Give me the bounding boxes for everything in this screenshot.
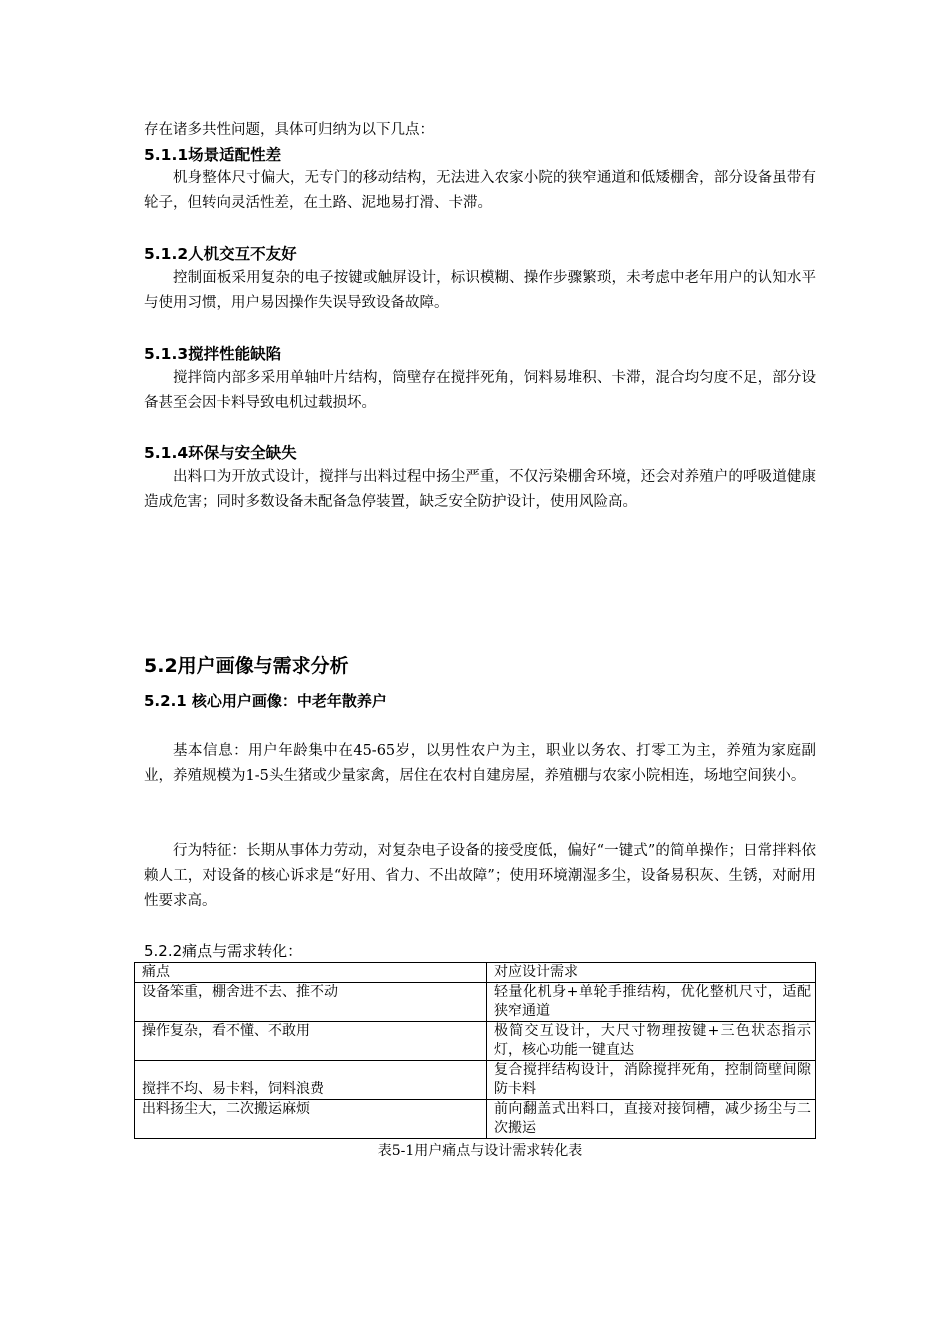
- table-header-cell: 痛点: [135, 963, 487, 983]
- paragraph-5-1-2: 控制面板采用复杂的电子按键或触屏设计，标识模糊、操作步骤繁琐，未考虑中老年用户的认知水平与使用习惯，用户易因操作失误导致设备故障。: [144, 270, 816, 311]
- heading-5-2: 5.2用户画像与需求分析: [144, 655, 349, 677]
- heading-5-1-3: 5.1.3搅拌性能缺陷: [144, 345, 282, 363]
- pain-point-table: [134, 962, 816, 1139]
- heading-5-2-2: 5.2.2痛点与需求转化：: [144, 942, 303, 960]
- table-cell: 前向翻盖式出料口，直接对接饲槽，减少扬尘与二次搬运: [487, 1100, 816, 1139]
- intro-line: 存在诸多共性问题，具体可归纳为以下几点：: [144, 122, 434, 138]
- table-row: [135, 983, 816, 1022]
- table-cell: 轻量化机身+单轮手推结构，优化整机尺寸，适配狭窄通道: [487, 983, 816, 1022]
- paragraph-behavior: 行为特征：长期从事体力劳动，对复杂电子设备的接受度低，偏好“一键式”的简单操作；日常拌料依赖人工，对设备的核心诉求是“好用、省力、不出故障”；使用环境潮湿多尘，设备易积灰、生锈，对耐用性要求高。: [144, 843, 816, 909]
- table-row: [135, 1061, 816, 1100]
- table-header-row: [135, 963, 816, 983]
- table-row: [135, 1022, 816, 1061]
- heading-5-1-2: 5.1.2人机交互不友好: [144, 245, 297, 263]
- table-cell: 搅拌不均、易卡料，饲料浪费: [135, 1061, 487, 1100]
- heading-5-1-4: 5.1.4环保与安全缺失: [144, 444, 297, 462]
- table-cell: 复合搅拌结构设计，消除搅拌死角，控制筒壁间隙防卡料: [487, 1061, 816, 1100]
- paragraph-5-1-4: 出料口为开放式设计，搅拌与出料过程中扬尘严重，不仅污染棚舍环境，还会对养殖户的呼吸道健康造成危害；同时多数设备未配备急停装置，缺乏安全防护设计，使用风险高。: [144, 469, 816, 510]
- paragraph-5-1-3: 搅拌筒内部多采用单轴叶片结构，筒壁存在搅拌死角，饲料易堆积、卡滞，混合均匀度不足，部分设备甚至会因卡料导致电机过载损坏。: [144, 370, 816, 411]
- table-cell: 操作复杂，看不懂、不敢用: [135, 1022, 487, 1061]
- table-cell: 极简交互设计，大尺寸物理按键+三色状态指示灯，核心功能一键直达: [487, 1022, 816, 1061]
- paragraph-5-1-1: 机身整体尺寸偏大，无专门的移动结构，无法进入农家小院的狭窄通道和低矮棚舍，部分设备虽带有轮子，但转向灵活性差，在土路、泥地易打滑、卡滞。: [144, 170, 816, 211]
- table-cell: 设备笨重，棚舍进不去、推不动: [135, 983, 487, 1022]
- paragraph-basic-info: 基本信息：用户年龄集中在45-65岁，以男性农户为主，职业以务农、打零工为主，养殖为家庭副业，养殖规模为1-5头生猪或少量家禽，居住在农村自建房屋，养殖棚与农家小院相连，场地空间狭小。: [144, 743, 816, 784]
- heading-5-2-1: 5.2.1 核心用户画像：中老年散养户: [144, 692, 387, 710]
- table-caption: 表5-1用户痛点与设计需求转化表: [377, 1143, 583, 1159]
- table-cell: 出料扬尘大，二次搬运麻烦: [135, 1100, 487, 1139]
- heading-5-1-1: 5.1.1场景适配性差: [144, 146, 282, 164]
- table-header-cell: 对应设计需求: [487, 963, 816, 983]
- table-row: [135, 1100, 816, 1139]
